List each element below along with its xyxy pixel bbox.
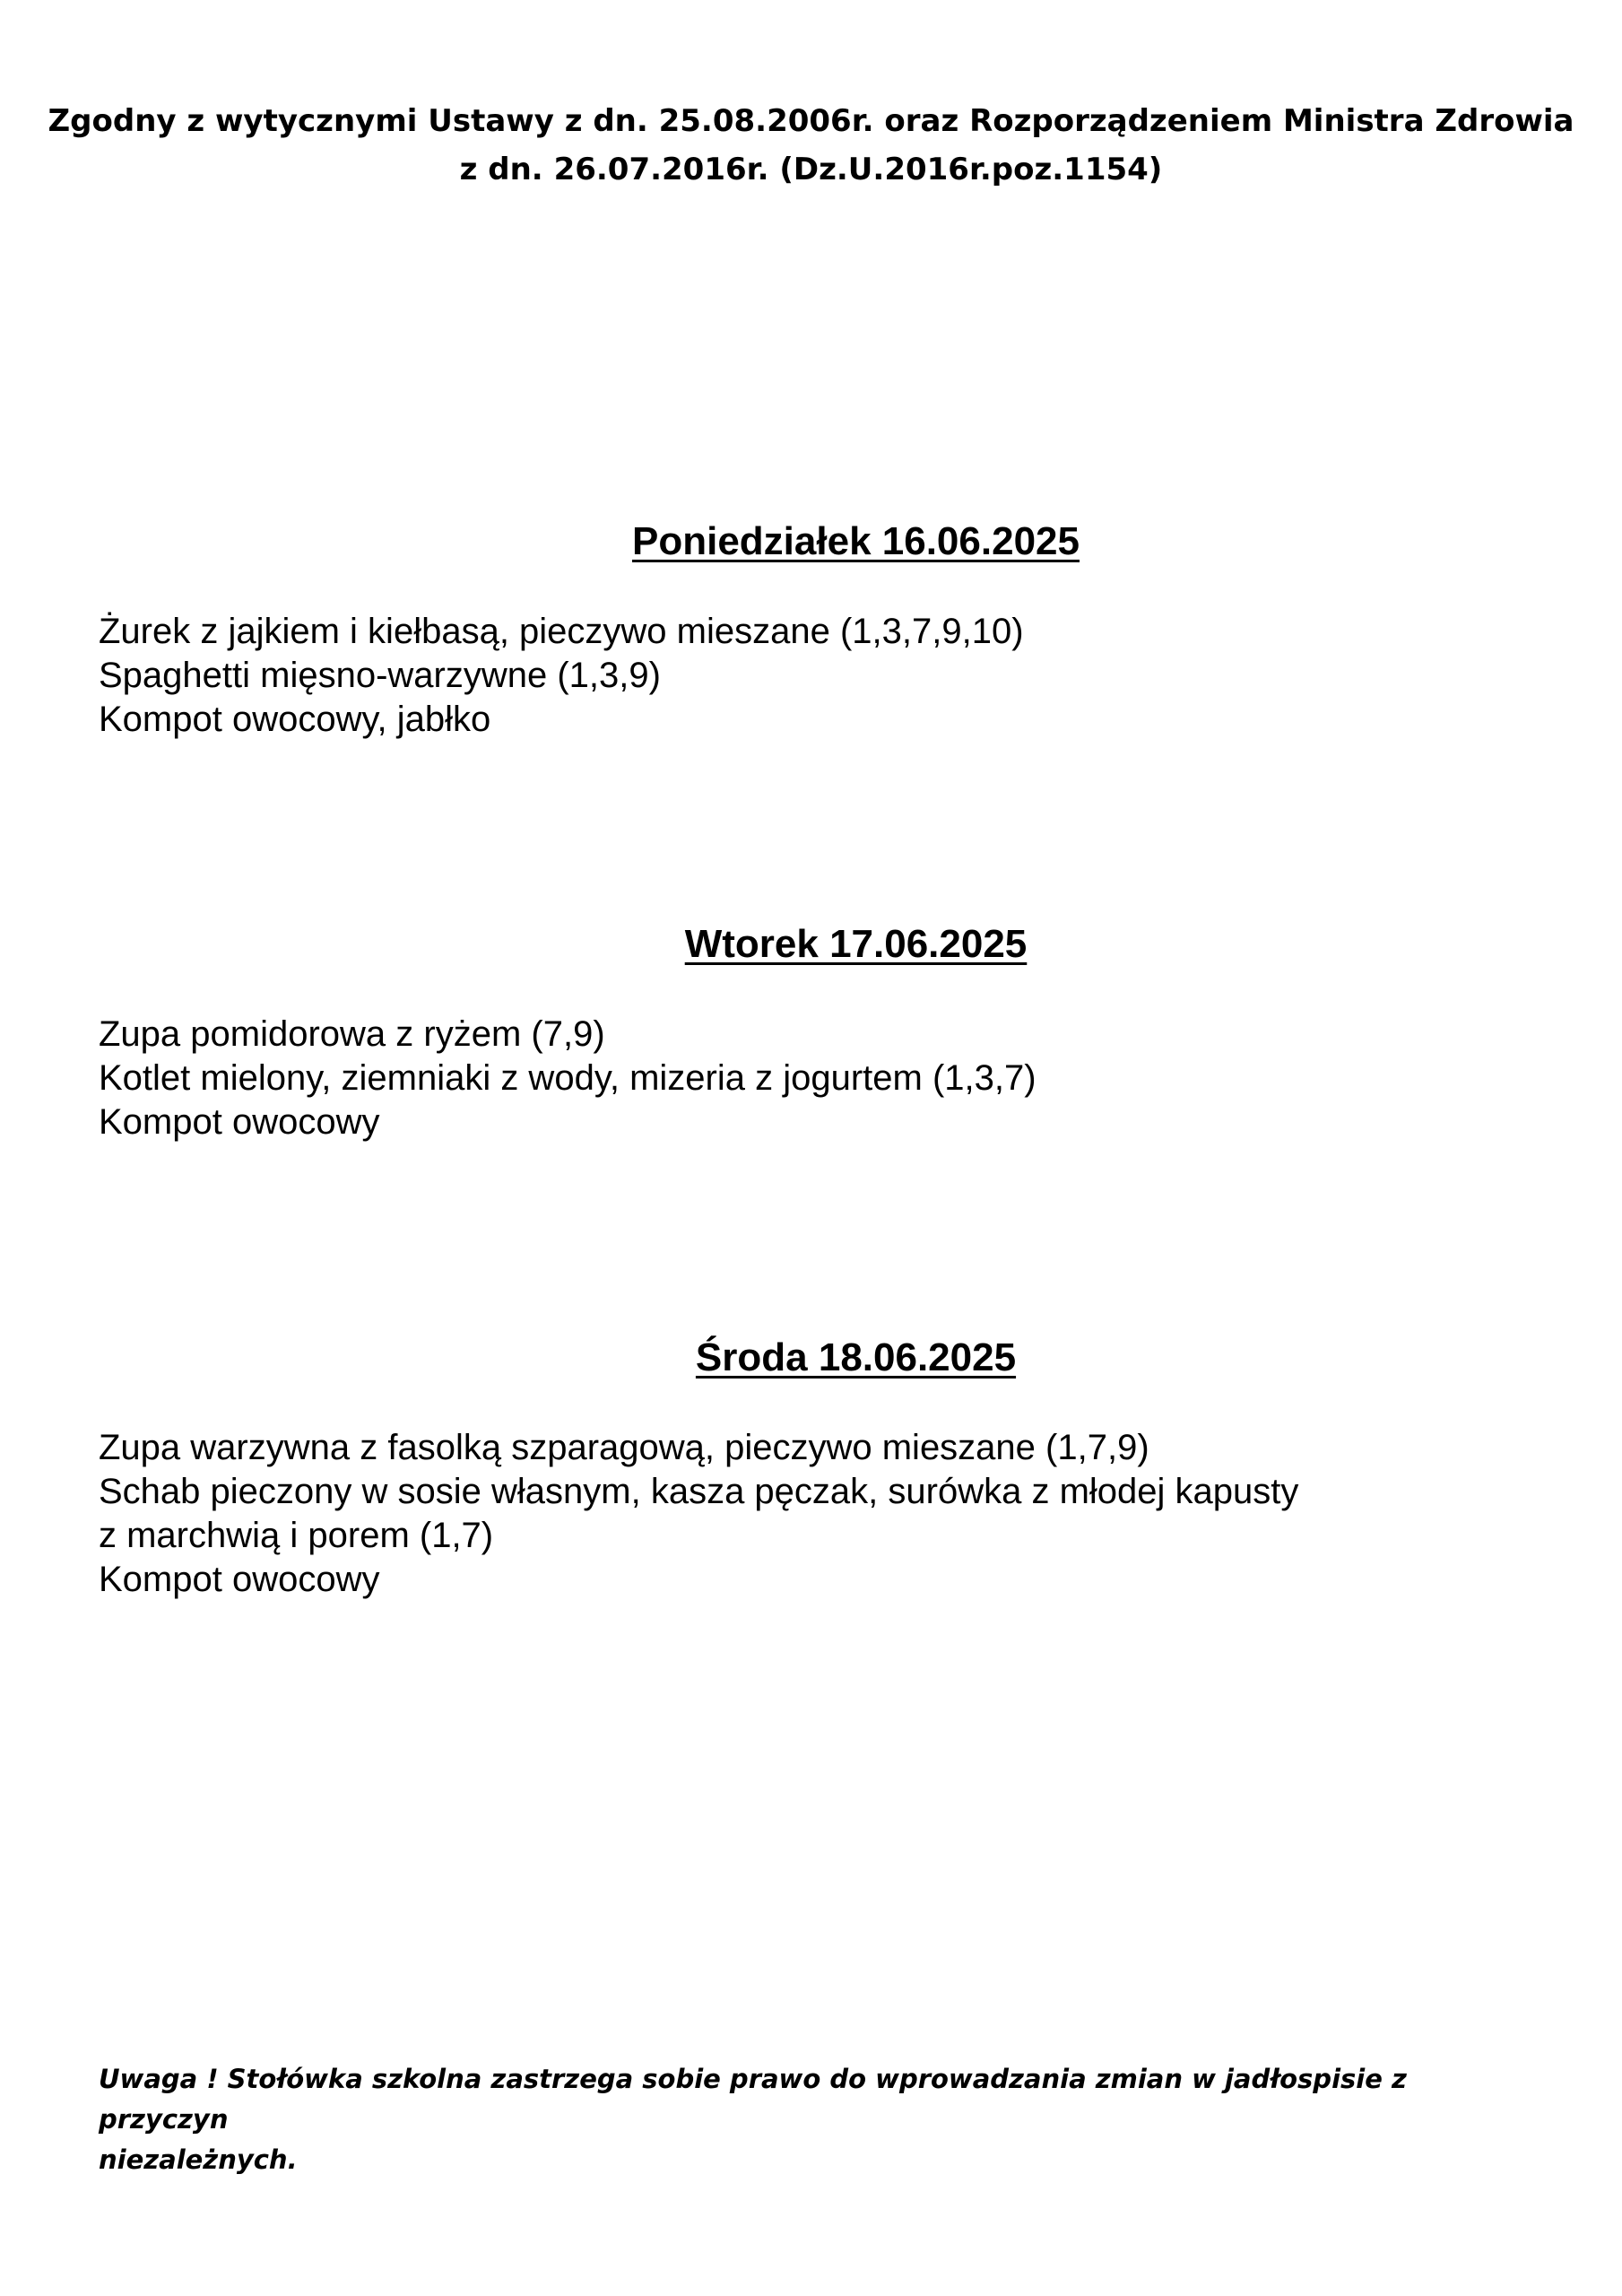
day-title-monday: Poniedziałek 16.06.2025 [632, 519, 1080, 563]
regulation-header-line-2: z dn. 26.07.2016r. (Dz.U.2016r.poz.1154) [459, 152, 1163, 187]
menu-item: Zupa warzywna z fasolką szparagową, pieczywo mieszane (1,7,9) [99, 1428, 1149, 1467]
disclaimer-line-2: niezależnych. [99, 2144, 298, 2175]
menu-item: Spaghetti mięsno-warzywne (1,3,9) [99, 656, 661, 695]
menu-item: Kompot owocowy, jabłko [99, 700, 491, 739]
menu-items-wednesday [99, 1426, 1622, 1602]
menu-day-wednesday [0, 1335, 1622, 1602]
menu-item: Schab pieczony w sosie własnym, kasza pęczak, surówka z młodej kapusty [99, 1472, 1299, 1511]
disclaimer-line-1: Uwaga ! Stołówka szkolna zastrzega sobie prawo do wprowadzania zmian w jadłospisie z przyczyn [99, 2064, 1407, 2135]
menu-items-monday [99, 610, 1622, 742]
day-title-wednesday: Środa 18.06.2025 [695, 1335, 1017, 1379]
menu-item: Kotlet mielony, ziemniaki z wody, mizeria z jogurtem (1,3,7) [99, 1058, 1037, 1098]
regulation-header [0, 97, 1622, 194]
menu-item: z marchwią i porem (1,7) [99, 1516, 494, 1555]
day-title-tuesday: Wtorek 17.06.2025 [684, 922, 1028, 966]
disclaimer-note [99, 2059, 1497, 2180]
menu-day-monday [0, 518, 1622, 742]
menu-item: Kompot owocowy [99, 1560, 380, 1599]
menu-day-tuesday [0, 921, 1622, 1144]
menu-item: Kompot owocowy [99, 1102, 380, 1142]
menu-items-tuesday [99, 1013, 1622, 1144]
menu-item: Żurek z jajkiem i kiełbasą, pieczywo mieszane (1,3,7,9,10) [99, 612, 1024, 651]
regulation-header-line-1: Zgodny z wytycznymi Ustawy z dn. 25.08.2006r. oraz Rozporządzeniem Ministra Zdrowia [48, 103, 1574, 139]
menu-item: Zupa pomidorowa z ryżem (7,9) [99, 1014, 605, 1054]
